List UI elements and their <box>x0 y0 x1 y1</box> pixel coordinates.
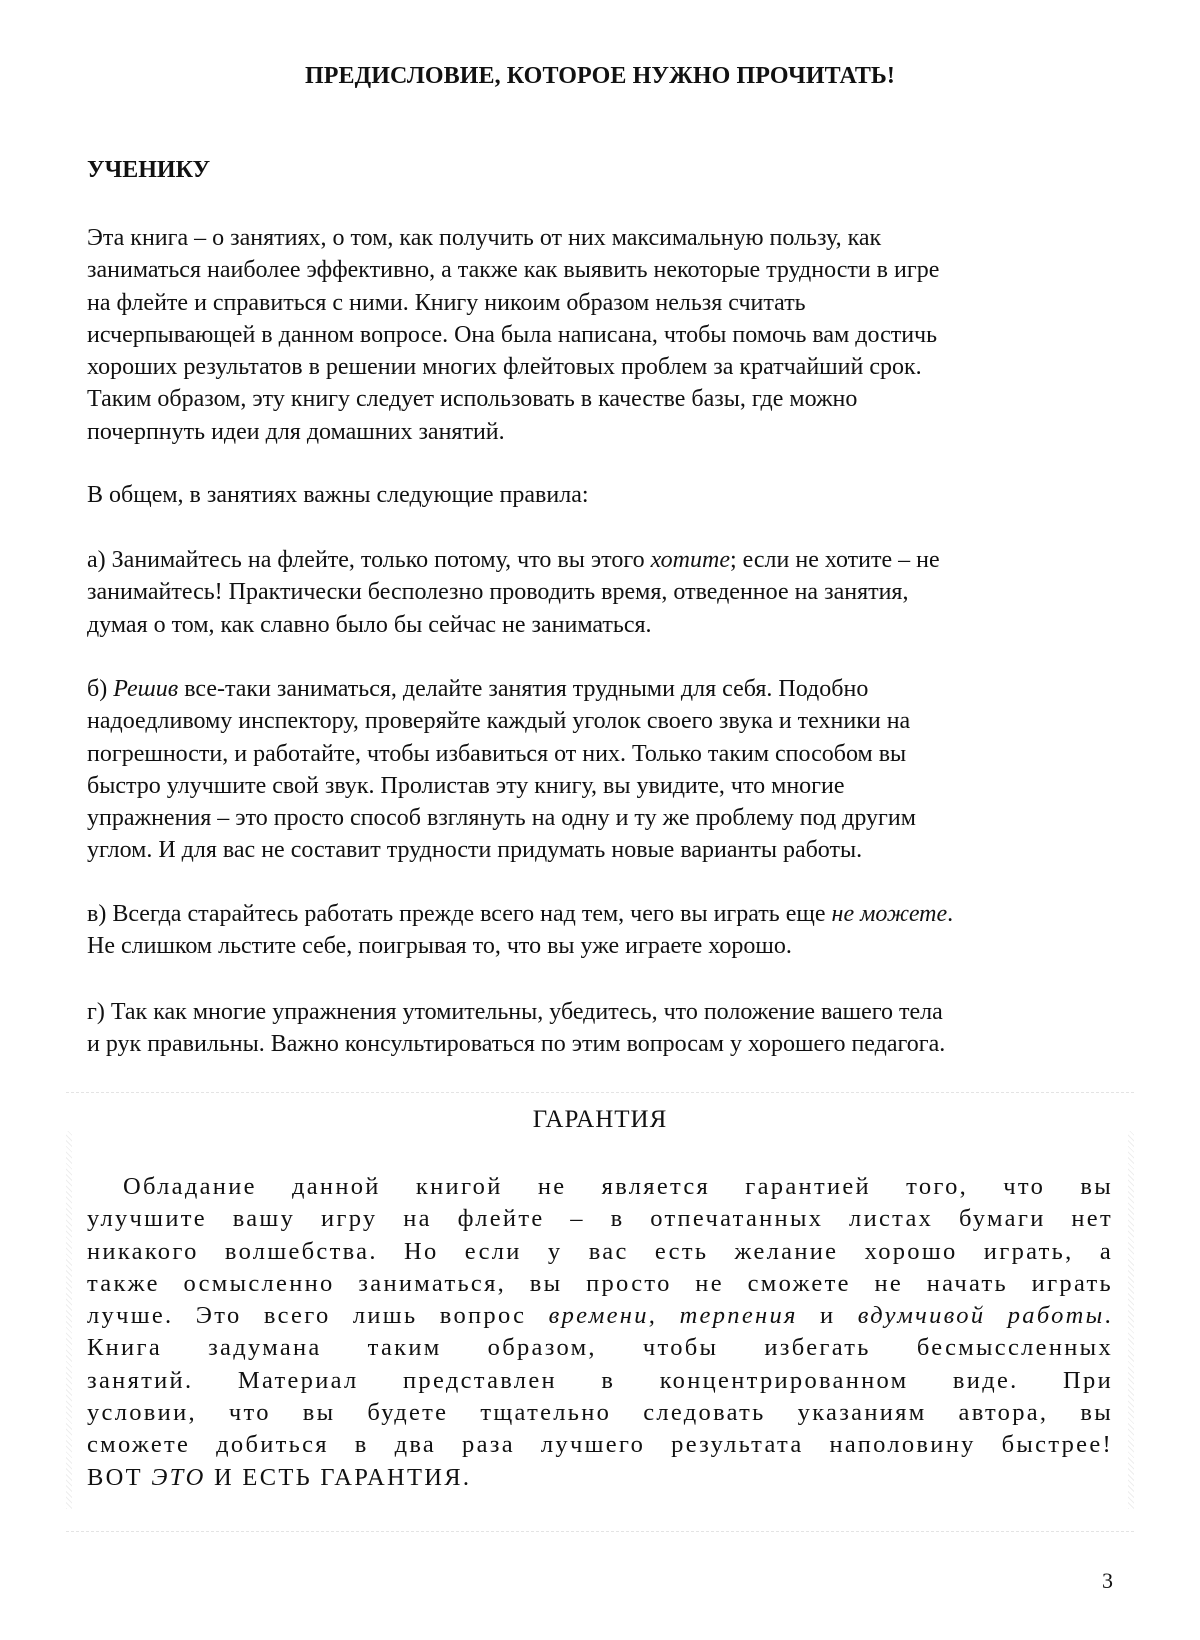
text-run: ВОТ <box>87 1463 152 1491</box>
text-line: думая о том, как славно было бы сейчас не заниматься. <box>87 611 652 638</box>
text-run: лучше. Это всего лишь вопрос <box>87 1302 549 1330</box>
text-line: Эта книга – о занятиях, о том, как получить от них максимальную пользу, как <box>87 225 882 251</box>
text-run: в) Всегда старайтесь работать прежде всего над тем, чего вы играть еще <box>87 901 832 927</box>
text-run: ; если не хотите – не <box>729 547 940 573</box>
text-line <box>87 898 1113 930</box>
text-line: сможете добиться в два раза лучшего результата наполовину быстрее! <box>87 1431 1113 1459</box>
rule-b-paragraph <box>87 673 1113 867</box>
emphasis-text: хотите <box>650 547 730 573</box>
text-line: почерпнуть идеи для домашних занятий. <box>87 418 505 445</box>
text-line: упражнения – это просто способ взглянуть на одну и ту же проблему под другим <box>87 805 916 832</box>
text-line: занятий. Материал представлен в концентрированном виде. При <box>87 1366 1113 1394</box>
page-number: 3 <box>1102 1568 1113 1593</box>
text-line <box>87 673 1113 705</box>
text-line: условии, что вы будете тщательно следовать указаниям автора, вы <box>87 1399 1113 1427</box>
text-line <box>87 1462 1113 1494</box>
text-line: никакого волшебства. Но если у вас есть желание хорошо играть, а <box>87 1237 1113 1265</box>
text-run: все-таки заниматься, делайте занятия трудными для себя. Подобно <box>178 676 869 702</box>
text-line: углом. И для вас не составит трудности придумать новые варианты работы. <box>87 837 863 864</box>
text-run: а) Занимайтесь на флейте, только потому, что вы этого <box>87 547 651 573</box>
text-line: надоедливому инспектору, проверяйте каждый уголок своего звука и техники на <box>87 708 911 735</box>
emphasis-text: ЭТО <box>151 1463 206 1491</box>
text-line: заниматься наиболее эффективно, а также как выявить некоторые трудности в игре <box>87 257 940 284</box>
text-line: исчерпывающей в данном вопросе. Она была написана, чтобы помочь вам достичь <box>87 321 938 348</box>
text-line: Не слишком льстите себе, поигрывая то, что вы уже играете хорошо. <box>87 933 792 960</box>
guarantee-title: ГАРАНТИЯ <box>532 1106 668 1133</box>
text-line: улучшите вашу игру на флейте – в отпечатанных листах бумаги нет <box>87 1205 1113 1233</box>
text-run: . <box>1104 1302 1113 1330</box>
intro-paragraph <box>87 222 1113 448</box>
text-run: . <box>947 901 954 927</box>
text-line: и рук правильны. Важно консультироваться по этим вопросам у хорошего педагога. <box>87 1031 946 1058</box>
text-line: также осмысленно заниматься, вы просто не сможете не начать играть <box>87 1269 1113 1297</box>
text-line: на флейте и справиться с ними. Книгу никоим образом нельзя считать <box>87 289 806 316</box>
guarantee-paragraph <box>87 1171 1113 1494</box>
text-line: занимайтесь! Практически бесполезно проводить время, отведенное на занятия, <box>87 579 909 606</box>
rule-d-paragraph <box>87 996 1113 1061</box>
text-run: И ЕСТЬ ГАРАНТИЯ. <box>205 1463 472 1491</box>
text-line: Обладание данной книгой не является гарантией того, что вы <box>123 1173 1113 1200</box>
text-run: и <box>797 1302 858 1330</box>
rule-a-paragraph <box>87 544 1113 641</box>
rule-c-paragraph <box>87 898 1113 963</box>
emphasis-text: вдумчивой работы <box>857 1302 1105 1330</box>
text-line: Таким образом, эту книгу следует использовать в качестве базы, где можно <box>87 386 858 413</box>
rules-lead-paragraph: В общем, в занятиях важны следующие правила: <box>87 482 589 508</box>
text-run: б) <box>87 676 114 702</box>
text-line: быстро улучшите свой звук. Пролистав эту книгу, вы увидите, что многие <box>87 772 845 799</box>
text-line <box>87 1300 1113 1332</box>
text-line: погрешности, и работайте, чтобы избавиться от них. Только таким способом вы <box>87 740 907 767</box>
text-line: г) Так как многие упражнения утомительны, убедитесь, что положение вашего тела <box>87 999 943 1025</box>
emphasis-text: не можете <box>831 901 948 927</box>
text-line <box>87 544 1113 576</box>
text-line: хороших результатов в решении многих флейтовых проблем за кратчайший срок. <box>87 354 922 381</box>
emphasis-text: времени, терпения <box>548 1302 798 1330</box>
section-heading: УЧЕНИКУ <box>87 157 211 183</box>
text-line: Книга задумана таким образом, чтобы избегать бесмысcленных <box>87 1334 1113 1362</box>
page-title: ПРЕДИСЛОВИЕ, КОТОРОЕ НУЖНО ПРОЧИТАТЬ! <box>304 63 895 89</box>
emphasis-text: Решив <box>113 676 179 702</box>
